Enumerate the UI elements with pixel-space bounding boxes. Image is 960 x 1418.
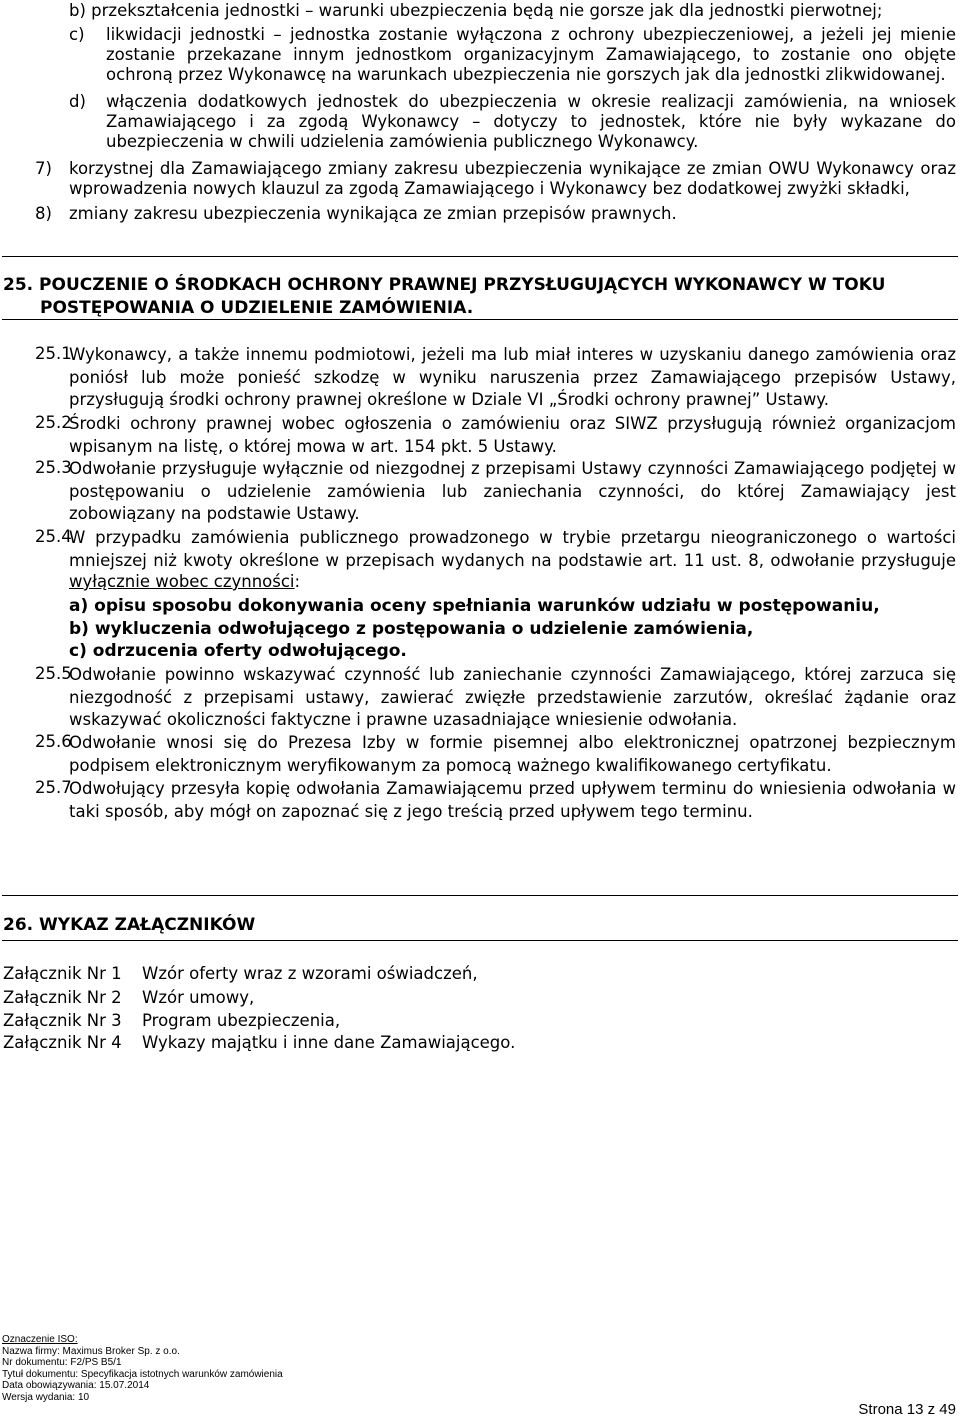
item-line: przysługują środki ochrony prawnej określone w Dziale VI „Środki ochrony prawnej” Ustawy. xyxy=(69,390,829,409)
section-divider xyxy=(2,256,958,257)
bold-list-item: c) odrzucenia oferty odwołującego. xyxy=(69,641,407,661)
item-line: Odwołanie powinno wskazywać czynność lub zaniechanie czynności Zamawiającego, której zarzuca się xyxy=(69,665,956,684)
item-line: Wykonawcy, a także innemu podmiotowi, jeżeli ma lub miał interes w uzyskaniu danego zamówienia oraz xyxy=(69,345,956,364)
footer-company: Nazwa firmy: Maximus Broker Sp. z o.o. xyxy=(2,1345,180,1357)
list-item-c-line: ochroną przez Wykonawcę na warunkach ubezpieczenia nie gorszych jak dla jednostki zlikwidowanej. xyxy=(106,65,946,84)
item-line: wskazywać okoliczności faktyczne i prawne uzasadniające wniesienie odwołania. xyxy=(69,710,738,729)
section-divider xyxy=(2,940,958,941)
item-line: mniejszej niż kwoty określone w przepisach wydanych na podstawie art. 11 ust. 8, odwołanie przysługuje xyxy=(69,550,956,570)
section-25-heading-cont: POSTĘPOWANIA O UDZIELENIE ZAMÓWIENIA. xyxy=(40,298,474,318)
list-item-c xyxy=(106,25,956,85)
item-number: 25.6 xyxy=(35,732,72,751)
item-25-6 xyxy=(69,732,956,777)
list-item-c-line: likwidacji jednostki – jednostka zostanie wyłączona z ochrony ubezpieczeniowej, a jeżeli jej mienie xyxy=(106,25,956,44)
item-number: 25.1 xyxy=(35,344,72,363)
item-number: 25.3 xyxy=(35,458,72,477)
item-number: 25.5 xyxy=(35,664,72,683)
item-line: wpisanym na listę, o której mowa w art. 154 pkt. 5 Ustawy. xyxy=(69,436,557,456)
bold-list-item: a) opisu sposobu dokonywania oceny spełniania warunków udziału w postępowaniu, xyxy=(69,596,880,616)
attachment-label: Załącznik Nr 4 xyxy=(3,1033,122,1052)
attachment-label: Załącznik Nr 3 xyxy=(3,1011,122,1030)
list-item-7-line: korzystnej dla Zamawiającego zmiany zakresu ubezpieczenia wynikające ze zmian OWU Wykonawcy oraz xyxy=(69,159,956,178)
item-line: niezgodność z przepisami ustawy, zawierać zwięzłe przedstawienie zarzutów, określać żądanie oraz xyxy=(69,687,956,707)
list-item-7-line: wprowadzenia nowych klauzul za zgodą Zamawiającego i Wykonawcy bez dodatkowej zwyżki składki, xyxy=(69,179,910,198)
footer-doc-title: Tytuł dokumentu: Specyfikacja istotnych warunków zamówienia xyxy=(2,1368,283,1380)
underlined-scope: wyłącznie wobec czynności xyxy=(69,572,295,591)
item-line: zobowiązany na podstawie Ustawy. xyxy=(69,504,360,523)
item-25-2 xyxy=(69,413,956,458)
footer-block xyxy=(2,1334,283,1403)
attachment-label: Załącznik Nr 1 xyxy=(3,964,122,983)
footer-iso-label: Oznaczenie ISO: xyxy=(2,1334,78,1345)
item-25-4-scope xyxy=(69,572,300,592)
item-25-3 xyxy=(69,458,956,526)
attachment-text: Wykazy majątku i inne dane Zamawiającego. xyxy=(142,1033,516,1052)
list-item-b: b) przekształcenia jednostki – warunki ubezpieczenia będą nie gorsze jak dla jednostki pierwotnej; xyxy=(69,1,883,20)
list-item-d-line: włączenia dodatkowych jednostek do ubezpieczenia w okresie realizacji zamówienia, na wniosek xyxy=(106,92,956,111)
list-item-7 xyxy=(69,159,956,199)
item-line: postępowaniu o udzielenie zamówienia lub zaniechania czynności, do której Zamawiający jest xyxy=(69,481,956,501)
item-line: Odwołanie wnosi się do Prezesa Izby w formie pisemnej albo elektronicznej opatrzonej bezpiecznym xyxy=(69,733,956,752)
item-25-7 xyxy=(69,778,956,823)
item-number: 25.4 xyxy=(35,527,72,546)
footer-valid-date: Data obowiązywania: 15.07.2014 xyxy=(2,1380,150,1391)
item-number: 25.7 xyxy=(35,778,72,797)
list-item-d-line: ubezpieczenia w chwili udzielenia zamówienia publicznego Wykonawcy. xyxy=(106,132,699,151)
item-number: 25.2 xyxy=(35,413,72,432)
attachment-text: Wzór umowy, xyxy=(142,988,255,1007)
list-item-c-line: zostanie przekazane innym jednostkom organizacyjnym Zamawiającego, to zostanie ono objęte xyxy=(106,45,956,64)
attachment-text: Wzór oferty wraz z wzorami oświadczeń, xyxy=(142,964,478,983)
item-25-5 xyxy=(69,664,956,732)
list-label-8: 8) xyxy=(35,204,52,223)
item-line: podpisem elektronicznym weryfikowanym za pomocą ważnego kwalifikowanego certyfikatu. xyxy=(69,755,832,775)
attachment-text: Program ubezpieczenia, xyxy=(142,1011,341,1030)
item-25-1 xyxy=(69,344,956,412)
item-line: taki sposób, aby mógł on zapoznać się z jego treścią przed upływem tego terminu. xyxy=(69,801,753,821)
page-number: Strona 13 z 49 xyxy=(858,1401,956,1418)
item-line: Odwołujący przesyła kopię odwołania Zamawiającemu przed upływem terminu do wniesienia odwołania w xyxy=(69,779,956,798)
scope-colon: : xyxy=(294,572,301,591)
section-26-heading: 26. WYKAZ ZAŁĄCZNIKÓW xyxy=(3,915,256,935)
item-line: Odwołanie przysługuje wyłącznie od niezgodnej z przepisami Ustawy czynności Zamawiającego podjętej w xyxy=(69,459,956,478)
item-line: poniósł lub może ponieść szkodzę w wyniku naruszenia przez Zamawiającego przepisów Ustawy, xyxy=(69,367,956,387)
list-item-d xyxy=(106,92,956,152)
list-label-d: d) xyxy=(69,92,86,111)
item-line: Środki ochrony prawnej wobec ogłoszenia o zamówieniu oraz SIWZ przysługują również organizacjom xyxy=(69,414,956,433)
bold-list-item: b) wykluczenia odwołującego z postępowania o udzielenie zamówienia, xyxy=(69,619,754,639)
section-divider xyxy=(2,895,958,896)
attachment-label: Załącznik Nr 2 xyxy=(3,988,122,1007)
section-divider xyxy=(2,319,958,320)
item-25-4 xyxy=(69,527,956,572)
footer-version: Wersja wydania: 10 xyxy=(2,1391,90,1403)
section-25-heading: 25. POUCZENIE O ŚRODKACH OCHRONY PRAWNEJ PRZYSŁUGUJĄCYCH WYKONAWCY W TOKU xyxy=(3,275,886,295)
list-label-7: 7) xyxy=(35,159,52,178)
footer-doc-number: Nr dokumentu: F2/PS B5/1 xyxy=(2,1357,122,1368)
list-label-c: c) xyxy=(69,25,85,44)
item-line: W przypadku zamówienia publicznego prowadzonego w trybie przetargu nieograniczonego o wartości xyxy=(69,528,956,547)
list-item-d-line: Zamawiającego i za zgodą Wykonawcy – dotyczy to jednostek, które nie były wykazane do xyxy=(106,112,956,131)
list-item-8: zmiany zakresu ubezpieczenia wynikająca ze zmian przepisów prawnych. xyxy=(69,204,677,223)
